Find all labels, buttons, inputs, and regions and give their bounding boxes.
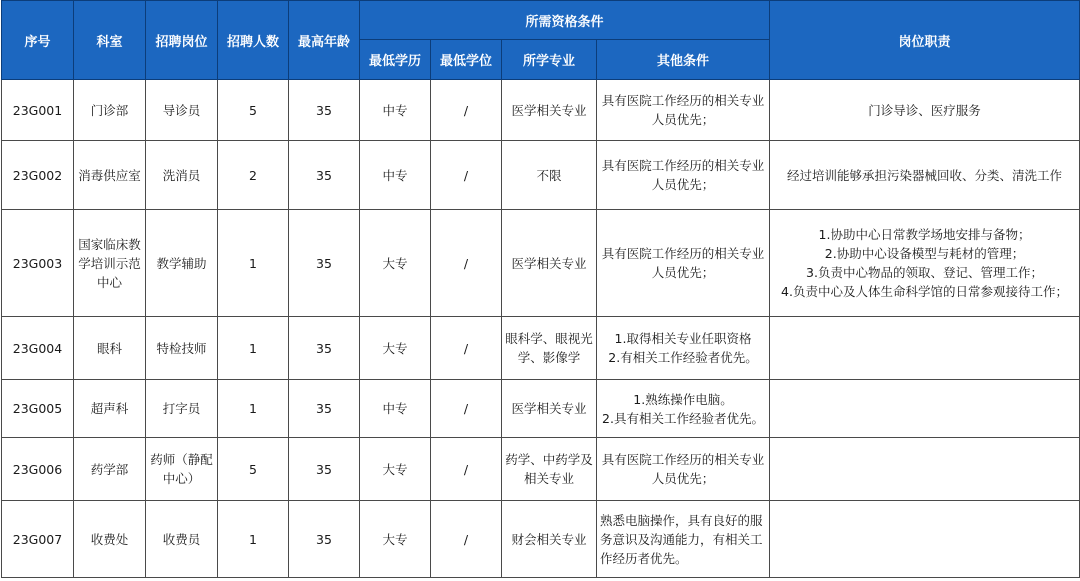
- cell-count: 5: [218, 438, 289, 501]
- header-duty: 岗位职责: [770, 1, 1080, 80]
- cell-min-degree: /: [431, 438, 502, 501]
- header-dept: 科室: [74, 1, 146, 80]
- cell-duty: 经过培训能够承担污染器械回收、分类、清洗工作: [770, 141, 1080, 210]
- cell-min-edu: 大专: [360, 210, 431, 317]
- cell-other: 具有医院工作经历的相关专业人员优先；: [597, 438, 770, 501]
- cell-seq: 23G005: [2, 380, 74, 438]
- cell-max-age: 35: [289, 380, 360, 438]
- recruitment-table: [1, 0, 1080, 578]
- cell-min-degree: /: [431, 317, 502, 380]
- cell-count: 1: [218, 380, 289, 438]
- table-body: [2, 80, 1080, 578]
- cell-max-age: 35: [289, 317, 360, 380]
- cell-seq: 23G007: [2, 501, 74, 578]
- cell-max-age: 35: [289, 80, 360, 141]
- cell-other: 具有医院工作经历的相关专业人员优先；: [597, 210, 770, 317]
- cell-min-edu: 大专: [360, 438, 431, 501]
- cell-dept: 超声科: [74, 380, 146, 438]
- cell-max-age: 35: [289, 501, 360, 578]
- cell-min-edu: 中专: [360, 380, 431, 438]
- table-row: [2, 501, 1080, 578]
- header-min-edu: 最低学历: [360, 40, 431, 80]
- cell-major: 不限: [502, 141, 597, 210]
- cell-min-degree: /: [431, 501, 502, 578]
- cell-max-age: 35: [289, 210, 360, 317]
- cell-dept: 收费处: [74, 501, 146, 578]
- cell-seq: 23G002: [2, 141, 74, 210]
- cell-duty: [770, 380, 1080, 438]
- cell-min-edu: 大专: [360, 317, 431, 380]
- cell-other: 1.熟练操作电脑。 2.具有相关工作经验者优先。: [597, 380, 770, 438]
- table-row: [2, 80, 1080, 141]
- cell-dept: 药学部: [74, 438, 146, 501]
- header-qualification-group: 所需资格条件: [360, 1, 770, 40]
- cell-duty: 1.协助中心日常教学场地安排与备物； 2.协助中心设备模型与耗材的管理； 3.负责中心物品的领取、登记、管理工作； 4.负责中心及人体生命科学馆的日常参观接待工作；: [770, 210, 1080, 317]
- cell-min-degree: /: [431, 80, 502, 141]
- header-post: 招聘岗位: [146, 1, 218, 80]
- cell-min-edu: 中专: [360, 80, 431, 141]
- cell-count: 1: [218, 501, 289, 578]
- cell-min-degree: /: [431, 141, 502, 210]
- cell-dept: 眼科: [74, 317, 146, 380]
- cell-min-edu: 大专: [360, 501, 431, 578]
- cell-other: 具有医院工作经历的相关专业人员优先；: [597, 141, 770, 210]
- header-major: 所学专业: [502, 40, 597, 80]
- cell-post: 收费员: [146, 501, 218, 578]
- cell-max-age: 35: [289, 141, 360, 210]
- cell-dept: 国家临床教学培训示范中心: [74, 210, 146, 317]
- cell-min-degree: /: [431, 210, 502, 317]
- table-row: [2, 317, 1080, 380]
- table-row: [2, 210, 1080, 317]
- header-other: 其他条件: [597, 40, 770, 80]
- header-seq: 序号: [2, 1, 74, 80]
- cell-duty: [770, 438, 1080, 501]
- cell-major: 财会相关专业: [502, 501, 597, 578]
- cell-seq: 23G004: [2, 317, 74, 380]
- cell-count: 5: [218, 80, 289, 141]
- cell-count: 1: [218, 210, 289, 317]
- cell-seq: 23G003: [2, 210, 74, 317]
- cell-count: 2: [218, 141, 289, 210]
- header-count: 招聘人数: [218, 1, 289, 80]
- cell-post: 特检技师: [146, 317, 218, 380]
- cell-other: 熟悉电脑操作，具有良好的服务意识及沟通能力，有相关工作经历者优先。: [597, 501, 770, 578]
- cell-post: 教学辅助: [146, 210, 218, 317]
- cell-post: 洗消员: [146, 141, 218, 210]
- header-max-age: 最高年龄: [289, 1, 360, 80]
- cell-duty: [770, 317, 1080, 380]
- cell-major: 药学、中药学及相关专业: [502, 438, 597, 501]
- cell-major: 医学相关专业: [502, 380, 597, 438]
- cell-dept: 门诊部: [74, 80, 146, 141]
- cell-seq: 23G001: [2, 80, 74, 141]
- cell-post: 药师（静配中心）: [146, 438, 218, 501]
- cell-min-degree: /: [431, 380, 502, 438]
- cell-duty: [770, 501, 1080, 578]
- cell-other: 1.取得相关专业任职资格 2.有相关工作经验者优先。: [597, 317, 770, 380]
- cell-major: 医学相关专业: [502, 80, 597, 141]
- cell-post: 导诊员: [146, 80, 218, 141]
- cell-major: 医学相关专业: [502, 210, 597, 317]
- header-min-degree: 最低学位: [431, 40, 502, 80]
- table-header: [2, 1, 1080, 80]
- cell-duty: 门诊导诊、医疗服务: [770, 80, 1080, 141]
- cell-other: 具有医院工作经历的相关专业人员优先；: [597, 80, 770, 141]
- cell-major: 眼科学、眼视光学、影像学: [502, 317, 597, 380]
- cell-count: 1: [218, 317, 289, 380]
- cell-dept: 消毒供应室: [74, 141, 146, 210]
- table-row: [2, 141, 1080, 210]
- table-row: [2, 380, 1080, 438]
- table-row: [2, 438, 1080, 501]
- cell-post: 打字员: [146, 380, 218, 438]
- cell-min-edu: 中专: [360, 141, 431, 210]
- cell-seq: 23G006: [2, 438, 74, 501]
- cell-max-age: 35: [289, 438, 360, 501]
